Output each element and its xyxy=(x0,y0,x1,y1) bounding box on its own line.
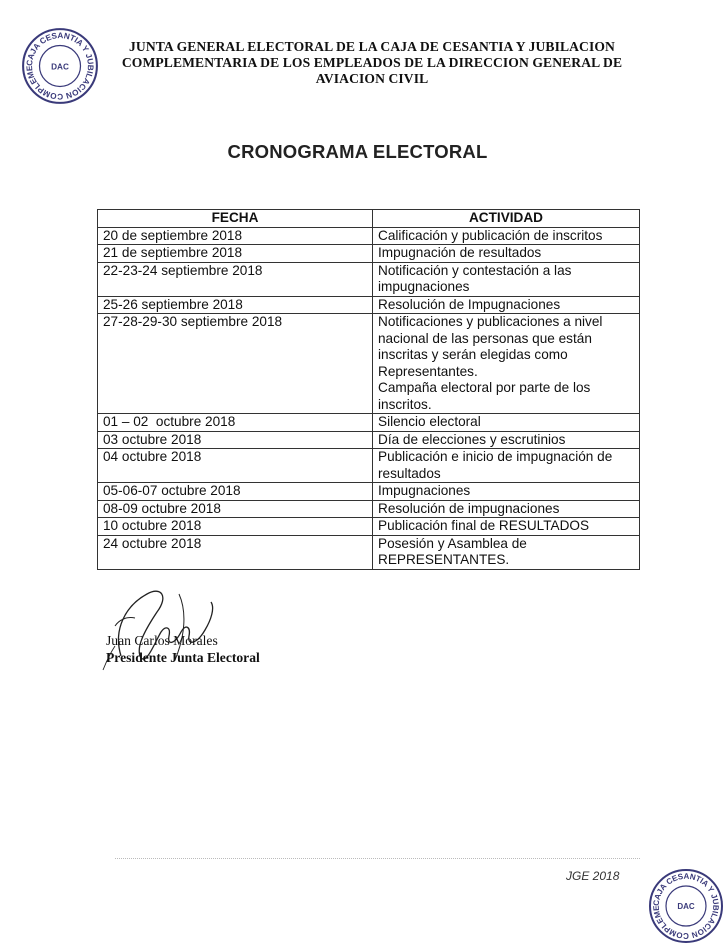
actividad-text: Notificaciones y publicaciones a nivel nacional de las personas que están inscritas y serán elegidas como Representantes. xyxy=(378,314,603,379)
table-row xyxy=(98,245,640,263)
table-row xyxy=(98,500,640,518)
actividad-text: Impugnación de resultados xyxy=(378,245,542,260)
actividad-cell xyxy=(373,262,640,296)
seal-bottom-graphic xyxy=(646,866,726,946)
table-row xyxy=(98,518,640,536)
actividad-text: Resolución de impugnaciones xyxy=(378,500,560,516)
seal-bottom-center-text: DAC xyxy=(677,902,695,912)
fecha-cell: 22-23-24 septiembre 2018 xyxy=(98,262,373,296)
actividad-text: Calificación y publicación de inscritos xyxy=(378,227,603,243)
seal-top-center-text: DAC xyxy=(51,62,69,72)
actividad-cell xyxy=(373,227,640,245)
actividad-text: Posesión y Asamblea de REPRESENTANTES. xyxy=(378,535,527,567)
actividad-cell xyxy=(373,245,640,263)
footer-divider xyxy=(115,858,640,859)
table-row xyxy=(98,314,640,414)
table-row xyxy=(98,483,640,501)
fecha-cell: 25-26 septiembre 2018 xyxy=(98,296,373,314)
actividad-text: Impugnaciones xyxy=(378,483,471,498)
seal-top-graphic xyxy=(19,25,101,107)
actividad-cell xyxy=(373,449,640,483)
table-header-row xyxy=(98,210,640,228)
fecha-cell: 01 – 02 octubre 2018 xyxy=(98,414,373,432)
actividad-cell xyxy=(373,483,640,501)
seal-bottom-ring-text: CAJA CESANTIA Y JUBILACION COMPLEME xyxy=(651,871,721,941)
actividad-cell xyxy=(373,296,640,314)
fecha-cell: 08-09 octubre 2018 xyxy=(98,500,373,518)
actividad-text: Publicación e inicio de impugnación de resultados xyxy=(378,449,613,481)
header-line-1: JUNTA GENERAL ELECTORAL DE LA CAJA DE CESANTIA Y JUBILACION xyxy=(129,39,615,54)
signature-block xyxy=(106,632,260,666)
signer-role: Presidente Junta Electoral xyxy=(106,650,260,665)
actividad-cell xyxy=(373,414,640,432)
table-row xyxy=(98,296,640,314)
fecha-cell: 20 de septiembre 2018 xyxy=(98,227,373,245)
actividad-text: Publicación final de RESULTADOS xyxy=(378,518,590,533)
header-actividad: ACTIVIDAD xyxy=(373,210,640,228)
fecha-cell: 10 octubre 2018 xyxy=(98,518,373,536)
seal-bottom xyxy=(646,866,726,946)
seal-top xyxy=(19,25,101,107)
actividad-text: Día de elecciones y escrutinios xyxy=(378,431,566,447)
header-fecha: FECHA xyxy=(98,210,373,228)
actividad-text: Resolución de Impugnaciones xyxy=(378,296,561,312)
actividad-cell xyxy=(373,314,640,414)
actividad-text: Campaña electoral por parte de los inscritos. xyxy=(378,380,591,412)
header-line-3: AVIACION CIVIL xyxy=(315,71,429,86)
actividad-cell xyxy=(373,535,640,569)
actividad-text: Silencio electoral xyxy=(378,414,481,429)
document-header xyxy=(112,39,632,87)
table-row xyxy=(98,262,640,296)
fecha-cell: 03 octubre 2018 xyxy=(98,431,373,449)
table-row xyxy=(98,227,640,245)
header-line-2: COMPLEMENTARIA DE LOS EMPLEADOS DE LA DIRECCION GENERAL DE xyxy=(121,55,623,70)
actividad-cell xyxy=(373,518,640,536)
table-row xyxy=(98,431,640,449)
table-row xyxy=(98,449,640,483)
signer-name: Juan Carlos Morales xyxy=(106,633,218,648)
table-row xyxy=(98,414,640,432)
fecha-cell: 04 octubre 2018 xyxy=(98,449,373,483)
document-title: CRONOGRAMA ELECTORAL xyxy=(227,141,488,162)
actividad-cell xyxy=(373,431,640,449)
fecha-cell: 21 de septiembre 2018 xyxy=(98,245,373,263)
seal-top-ring-text: CAJA CESANTIA Y JUBILACION COMPLEME xyxy=(25,31,95,101)
fecha-cell: 05-06-07 octubre 2018 xyxy=(98,483,373,501)
schedule-table xyxy=(97,209,640,570)
actividad-cell xyxy=(373,500,640,518)
actividad-text: Notificación y contestación a las impugnaciones xyxy=(378,262,572,294)
footer-code: JGE 2018 xyxy=(566,869,620,883)
fecha-cell: 24 octubre 2018 xyxy=(98,535,373,569)
fecha-cell: 27-28-29-30 septiembre 2018 xyxy=(98,314,373,414)
